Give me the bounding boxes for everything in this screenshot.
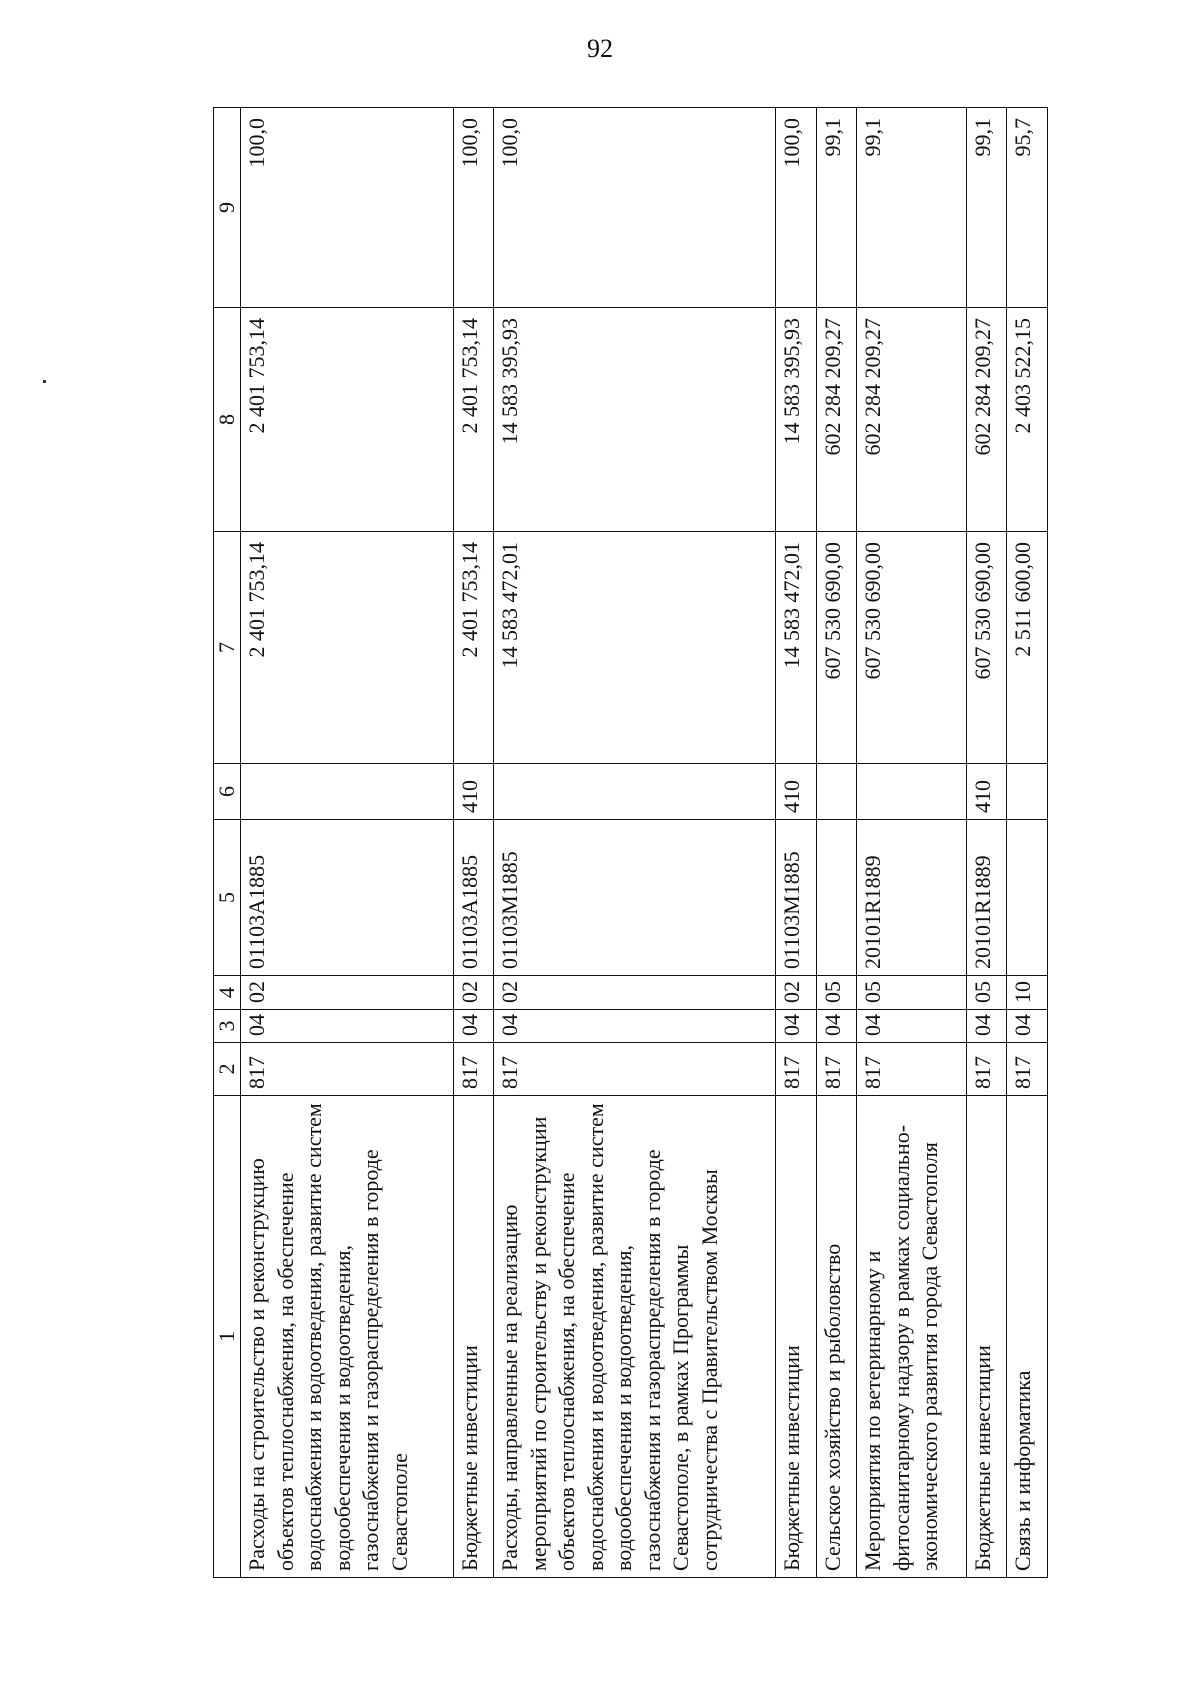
expense-type-cell <box>1007 764 1048 820</box>
subsection-code-cell: 05 <box>857 976 966 1010</box>
header-cell: 2 <box>214 1043 241 1096</box>
planned-amount-cell: 2 511 600,00 <box>1007 532 1048 764</box>
ministry-code-cell: 817 <box>453 1043 494 1096</box>
header-cell: 4 <box>214 976 241 1010</box>
expense-type-cell: 410 <box>453 764 494 820</box>
table-row <box>494 108 776 1578</box>
ministry-code-cell: 817 <box>494 1043 776 1096</box>
subsection-code-cell: 02 <box>776 976 817 1010</box>
table-row <box>241 108 454 1578</box>
row-description-cell: Мероприятия по ветеринарному и фитосанитарному надзору в рамках социально-экономического развития города Севастополя <box>857 1096 966 1578</box>
target-article-cell <box>816 820 857 976</box>
expense-type-cell <box>241 764 454 820</box>
target-article-cell: 01103M1885 <box>776 820 817 976</box>
execution-percent-cell: 99,1 <box>816 108 857 308</box>
ministry-code-cell: 817 <box>1007 1043 1048 1096</box>
row-description-cell: Бюджетные инвестиции <box>966 1096 1007 1578</box>
planned-amount-cell: 607 530 690,00 <box>966 532 1007 764</box>
table-row <box>966 108 1007 1578</box>
execution-percent-cell: 99,1 <box>966 108 1007 308</box>
expense-type-cell <box>494 764 776 820</box>
ministry-code-cell: 817 <box>857 1043 966 1096</box>
ministry-code-cell: 817 <box>776 1043 817 1096</box>
execution-percent-cell: 100,0 <box>776 108 817 308</box>
planned-amount-cell: 607 530 690,00 <box>816 532 857 764</box>
row-description-cell: Бюджетные инвестиции <box>776 1096 817 1578</box>
row-description-cell: Расходы, направленные на реализацию мероприятий по строительству и реконструкции объектов теплоснабжения, на обеспечение водоснабжения и водоотведения, развитие систем водообеспечения и водоотведения, газоснабжения и газораспределения в городе Севастополе, в рамках Программы сотрудничества с Правительством Москвы <box>494 1096 776 1578</box>
planned-amount-cell: 2 401 753,14 <box>241 532 454 764</box>
header-cell: 7 <box>214 532 241 764</box>
row-description-cell: Бюджетные инвестиции <box>453 1096 494 1578</box>
execution-percent-cell: 100,0 <box>453 108 494 308</box>
target-article-cell: 01103A1885 <box>241 820 454 976</box>
planned-amount-cell: 14 583 472,01 <box>494 532 776 764</box>
subsection-code-cell: 02 <box>453 976 494 1010</box>
subsection-code-cell: 02 <box>494 976 776 1010</box>
page-number: 92 <box>587 34 613 63</box>
subsection-code-cell: 05 <box>816 976 857 1010</box>
row-description-cell: Связь и информатика <box>1007 1096 1048 1578</box>
header-cell: 1 <box>214 1096 241 1578</box>
target-article-cell: 01103M1885 <box>494 820 776 976</box>
executed-amount-cell: 602 284 209,27 <box>816 308 857 532</box>
execution-percent-cell: 99,1 <box>857 108 966 308</box>
ministry-code-cell: 817 <box>966 1043 1007 1096</box>
subsection-code-cell: 10 <box>1007 976 1048 1010</box>
expense-type-cell <box>857 764 966 820</box>
target-article-cell: 01103A1885 <box>453 820 494 976</box>
execution-percent-cell: 100,0 <box>494 108 776 308</box>
header-cell: 3 <box>214 1010 241 1043</box>
executed-amount-cell: 602 284 209,27 <box>966 308 1007 532</box>
planned-amount-cell: 2 401 753,14 <box>453 532 494 764</box>
table-header-row <box>214 108 241 1578</box>
target-article-cell <box>1007 820 1048 976</box>
table-row <box>453 108 494 1578</box>
section-code-cell: 04 <box>1007 1010 1048 1043</box>
execution-percent-cell: 100,0 <box>241 108 454 308</box>
execution-percent-cell: 95,7 <box>1007 108 1048 308</box>
section-code-cell: 04 <box>966 1010 1007 1043</box>
header-cell: 6 <box>214 764 241 820</box>
budget-table <box>213 107 1048 1578</box>
executed-amount-cell: 602 284 209,27 <box>857 308 966 532</box>
ministry-code-cell: 817 <box>241 1043 454 1096</box>
header-cell: 8 <box>214 308 241 532</box>
target-article-cell: 20101R1889 <box>857 820 966 976</box>
header-cell: 9 <box>214 108 241 308</box>
expense-type-cell: 410 <box>776 764 817 820</box>
budget-table-container <box>213 108 1048 1578</box>
section-code-cell: 04 <box>776 1010 817 1043</box>
executed-amount-cell: 2 401 753,14 <box>241 308 454 532</box>
subsection-code-cell: 02 <box>241 976 454 1010</box>
section-code-cell: 04 <box>453 1010 494 1043</box>
table-row <box>1007 108 1048 1578</box>
row-description-cell: Расходы на строительство и реконструкцию объектов теплоснабжения, на обеспечение водоснабжения и водоотведения, развитие систем водообеспечения и водоотведения, газоснабжения и газораспределения в городе Севастополе <box>241 1096 454 1578</box>
ministry-code-cell: 817 <box>816 1043 857 1096</box>
executed-amount-cell: 2 401 753,14 <box>453 308 494 532</box>
subsection-code-cell: 05 <box>966 976 1007 1010</box>
table-row <box>776 108 817 1578</box>
expense-type-cell <box>816 764 857 820</box>
scan-speck <box>43 380 46 383</box>
table-row <box>816 108 857 1578</box>
executed-amount-cell: 14 583 395,93 <box>776 308 817 532</box>
planned-amount-cell: 607 530 690,00 <box>857 532 966 764</box>
header-cell: 5 <box>214 820 241 976</box>
expense-type-cell: 410 <box>966 764 1007 820</box>
planned-amount-cell: 14 583 472,01 <box>776 532 817 764</box>
section-code-cell: 04 <box>857 1010 966 1043</box>
section-code-cell: 04 <box>816 1010 857 1043</box>
table-body <box>241 108 1048 1578</box>
target-article-cell: 20101R1889 <box>966 820 1007 976</box>
section-code-cell: 04 <box>494 1010 776 1043</box>
row-description-cell: Сельское хозяйство и рыболовство <box>816 1096 857 1578</box>
section-code-cell: 04 <box>241 1010 454 1043</box>
executed-amount-cell: 14 583 395,93 <box>494 308 776 532</box>
table-row <box>857 108 966 1578</box>
executed-amount-cell: 2 403 522,15 <box>1007 308 1048 532</box>
